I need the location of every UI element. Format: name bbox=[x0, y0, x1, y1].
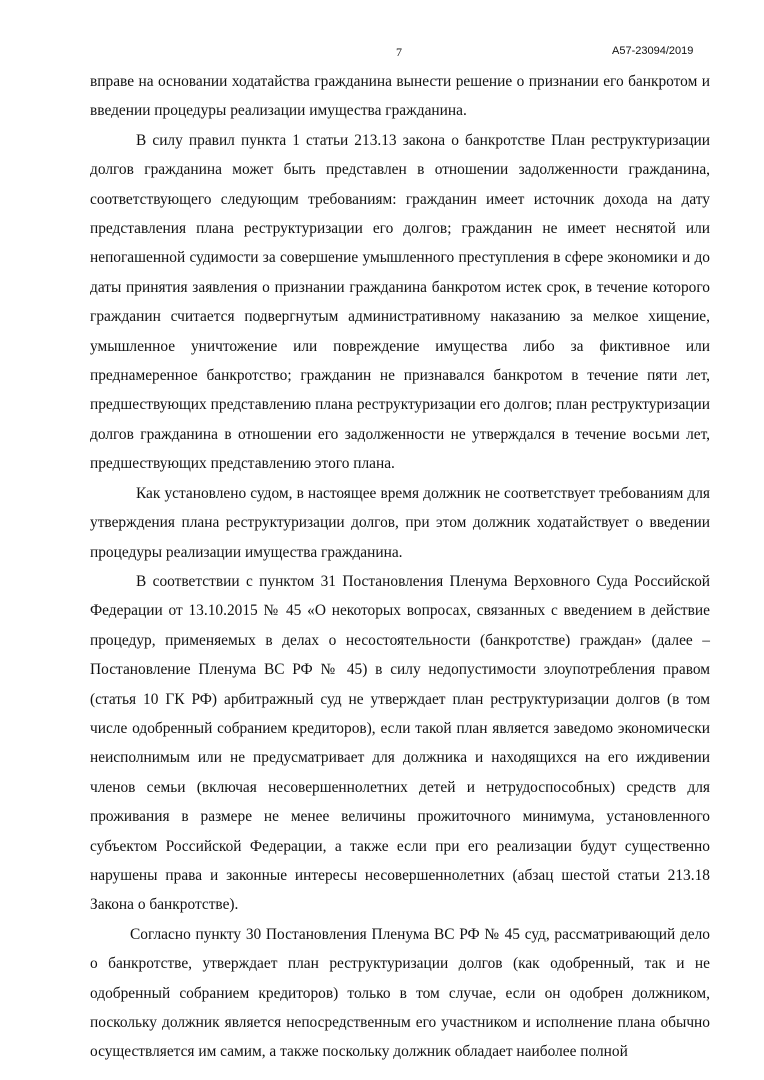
paragraph-continuation: вправе на основании ходатайства гражданина вынести решение о признании его банкротом и введении процедуры реализации имущества гражданина. bbox=[90, 73, 710, 120]
case-number: А57-23094/2019 bbox=[612, 45, 694, 57]
paragraph-plenum-clause-30: Согласно пункту 30 Постановления Пленума ВС РФ № 45 суд, рассматривающий дело о банкротстве, утверждает план реструктуризации долгов (как одобренный, так и не одобренный собранием кредиторов) только в том случае, если он одобрен должником, поскольку должник является непосредственным его участником и исполнение плана обычно осуществляется им самим, а также поскольку должник обладает наиболее полной bbox=[90, 925, 710, 1061]
paragraph-plenum-clause-31: В соответствии с пунктом 31 Постановления Пленума Верховного Суда Российской Федерации от 13.10.2015 № 45 «О некоторых вопросах, связанных с введением в действие процедур, применяемых в делах о несостоятельности (банкротстве) граждан» (далее – Постановление Пленума ВС РФ № 45) в силу недопустимости злоупотребления правом (статья 10 ГК РФ) арбитражный суд не утверждает план реструктуризации долгов (в том числе одобренный собранием кредиторов), если такой план является заведомо экономически неисполнимым или не предусматривает для должника и находящихся на его иждивении членов семьи (включая несовершеннолетних детей и нетрудоспособных) средств для проживания в размере не менее величины прожиточного минимума, установленного субъектом Российской Федерации, а также если при его реализации будут существенно нарушены права и законные интересы несовершеннолетних (абзац шестой статьи 213.18 Закона о банкротстве). bbox=[90, 572, 710, 914]
paragraph-court-finding: Как установлено судом, в настоящее время должник не соответствует требованиям для утверждения плана реструктуризации долгов, при этом должник ходатайствует о введении процедуры реализации имущества гражданина. bbox=[90, 484, 710, 561]
document-body bbox=[90, 67, 710, 1067]
paragraph-plan-requirements: В силу правил пункта 1 статьи 213.13 закона о банкротстве План реструктуризации долгов гражданина может быть представлен в отношении задолженности гражданина, соответствующего следующим требованиям: гражданин имеет источник дохода на дату представления плана реструктуризации его долгов; гражданин не имеет неснятой или непогашенной судимости за совершение умышленного преступления в сфере экономики и до даты принятия заявления о признании гражданина банкротом истек срок, в течение которого гражданин считается подвергнутым административному наказанию за мелкое хищение, умышленное уничтожение или повреждение имущества либо за фиктивное или преднамеренное банкротство; гражданин не признавался банкротом в течение пяти лет, предшествующих представлению плана реструктуризации его долгов; план реструктуризации долгов гражданина в отношении его задолженности не утверждался в течение восьми лет, предшествующих представлению этого плана. bbox=[90, 131, 710, 473]
page-number: 7 bbox=[396, 45, 402, 59]
